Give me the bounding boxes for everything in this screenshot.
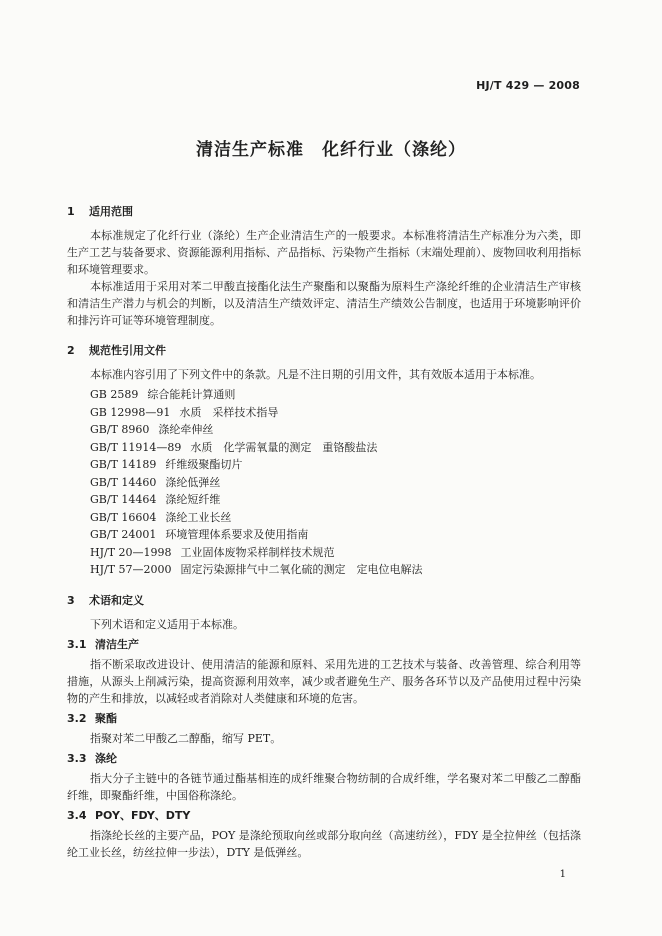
section-number: 2 xyxy=(67,344,75,357)
reference-code: GB/T 14464 xyxy=(90,493,157,506)
reference-title: 水质 化学需氧量的测定 重铬酸盐法 xyxy=(190,440,378,454)
term-number: 3.3 xyxy=(67,751,87,765)
page-number: 1 xyxy=(559,869,566,880)
reference-title: 工业固体废物采样制样技术规范 xyxy=(180,545,335,559)
reference-item xyxy=(67,526,581,544)
reference-title: 涤纶工业长丝 xyxy=(165,510,232,524)
term-name: 清洁生产 xyxy=(95,637,139,651)
term-definition: 指聚对苯二甲酸乙二醇酯，缩写 PET。 xyxy=(90,731,282,745)
reference-title: 固定污染源排气中二氧化硫的测定 定电位电解法 xyxy=(180,563,423,576)
term-name: POY、FDY、DTY xyxy=(95,808,191,822)
reference-item xyxy=(67,509,581,527)
term-heading xyxy=(67,808,581,824)
reference-code: GB/T 14189 xyxy=(90,458,157,471)
term-number: 3.2 xyxy=(67,711,87,725)
section-heading-normative xyxy=(67,343,581,359)
reference-item xyxy=(67,439,581,457)
reference-title: 环境管理体系要求及使用指南 xyxy=(165,528,309,541)
term-number: 3.4 xyxy=(67,808,87,822)
standard-code: HJ/T 429 — 2008 xyxy=(476,79,580,92)
term-name: 聚酯 xyxy=(95,711,117,725)
paragraph: 下列术语和定义适用于本标准。 xyxy=(90,617,244,631)
reference-title: 涤纶牵伸丝 xyxy=(158,423,214,436)
term-definition: 指不断采取改进设计、使用清洁的能源和原料、采用先进的工艺技术与装备、改善管理、综合利用等措施，从源头上削减污染，提高资源利用效率，减少或者避免生产、服务各环节以及产品使用过程中污染物的产生和排放，以减轻或者消除对人类健康和环境的危害。 xyxy=(67,657,581,705)
reference-item xyxy=(67,491,581,509)
paragraph: 本标准规定了化纤行业（涤纶）生产企业清洁生产的一般要求。本标准将清洁生产标准分为六类，即生产工艺与装备要求、资源能源利用指标、产品指标、污染物产生指标（末端处理前）、废物回收利用指标和环境管理要求。 xyxy=(67,229,581,276)
reference-item xyxy=(67,404,581,422)
term-name: 涤纶 xyxy=(95,751,117,765)
reference-title: 综合能耗计算通则 xyxy=(147,388,236,401)
section-heading-scope xyxy=(67,204,581,220)
section-title: 规范性引用文件 xyxy=(89,344,166,357)
reference-code: GB 12998—91 xyxy=(90,405,171,419)
section-heading-terms xyxy=(67,593,581,609)
section-number: 3 xyxy=(67,593,75,607)
term-heading xyxy=(67,751,581,767)
reference-title: 涤纶短纤维 xyxy=(165,493,221,506)
term-number: 3.1 xyxy=(67,637,87,651)
reference-code: HJ/T 57—2000 xyxy=(90,563,172,576)
reference-item xyxy=(67,421,581,439)
document-body xyxy=(67,204,581,861)
reference-title: 水质 采样技术指导 xyxy=(179,405,279,419)
reference-code: GB 2589 xyxy=(90,388,139,401)
section-title: 术语和定义 xyxy=(89,593,144,607)
paragraph: 本标准适用于采用对苯二甲酸直接酯化法生产聚酯和以聚酯为原料生产涤纶纤维的企业清洁生产审核和清洁生产潜力与机会的判断，以及清洁生产绩效评定、清洁生产绩效公告制度，也适用于环境影响评价和排污许可证等环境管理制度。 xyxy=(67,280,581,327)
reference-code: HJ/T 20—1998 xyxy=(90,545,172,559)
term-definition: 指大分子主链中的各链节通过酯基相连的成纤维聚合物纺制的合成纤维，学名聚对苯二甲酸乙二醇酯纤维，即聚酯纤维，中国俗称涤纶。 xyxy=(67,771,581,802)
document-title: 清洁生产标准 化纤行业（涤纶） xyxy=(196,140,466,160)
reference-code: GB/T 16604 xyxy=(90,510,157,524)
reference-code: GB/T 24001 xyxy=(90,528,157,541)
reference-item xyxy=(67,544,581,562)
reference-title: 纤维级聚酯切片 xyxy=(165,458,243,471)
reference-item xyxy=(67,456,581,474)
reference-code: GB/T 8960 xyxy=(90,423,150,436)
paragraph: 本标准内容引用了下列文件中的条款。凡是不注日期的引用文件，其有效版本适用于本标准。 xyxy=(90,368,541,381)
reference-item xyxy=(67,386,581,404)
section-number: 1 xyxy=(67,205,75,218)
reference-code: GB/T 14460 xyxy=(90,475,157,489)
term-heading xyxy=(67,711,581,727)
reference-item xyxy=(67,474,581,492)
section-title: 适用范围 xyxy=(89,205,133,218)
term-definition: 指涤纶长丝的主要产品，POY 是涤纶预取向丝或部分取向丝（高速纺丝），FDY 是全拉伸丝（包括涤纶工业长丝，纺丝拉伸一步法），DTY 是低弹丝。 xyxy=(67,828,581,859)
term-heading xyxy=(67,637,581,653)
reference-item xyxy=(67,561,581,579)
reference-title: 涤纶低弹丝 xyxy=(165,475,221,489)
reference-list xyxy=(67,386,581,579)
reference-code: GB/T 11914—89 xyxy=(90,440,182,454)
